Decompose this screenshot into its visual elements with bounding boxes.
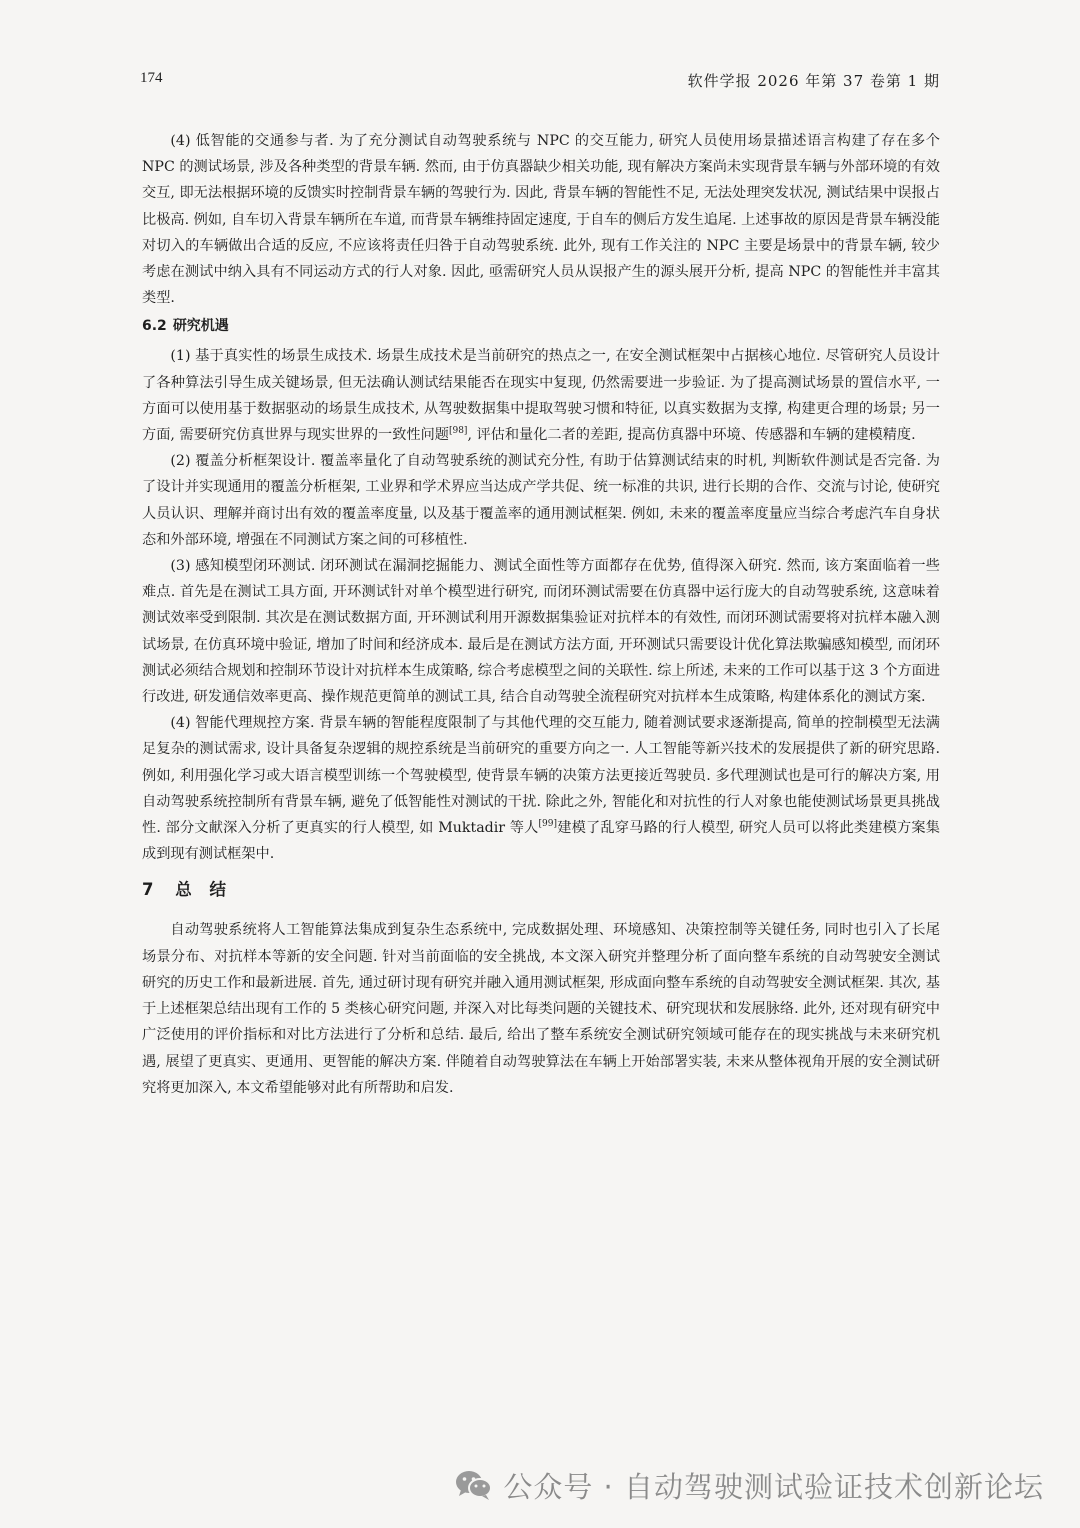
paragraph-coverage-analysis: (2) 覆盖分析框架设计. 覆盖率量化了自动驾驶系统的测试充分性, 有助于估算测试结束的时机, 判断软件测试是否完备. 为了设计并实现通用的覆盖分析框架, 工业界和学术界应当达成产学共促、统一标准的共识, 进行长期的合作、交流与讨论, 使研究人员认识、理解并商讨出有效的覆盖率度量, 以及基于覆盖率的通用测试框架. 例如, 未来的覆盖率度量应当综合考虑汽车自身状态和外部环境, 增强在不同测试方案之间的可移植性. [142,453,940,548]
paragraph-text: (4) 智能代理规控方案. 背景车辆的智能程度限制了与其他代理的交互能力, 随着测试要求逐渐提高, 简单的控制模型无法满足复杂的测试需求, 设计具备复杂逻辑的规控系统是当前研究的重要方向之一. 人工智能等新兴技术的发展提供了新的研究思路. 例如, 利用强化学习或大语言模型训练一个驾驶模型, 使背景车辆的决策方法更接近驾驶员. 多代理测试也是可行的解决方案, 用自动驾驶系统控制所有背景车辆, 避免了低智能性对测试的干扰. 除此之外, 智能化和对抗性的行人对象也能使测试场景更具挑战性. 部分文献深入分析了更真实的行人模型, 如 Muktadir 等人 [142,715,940,837]
citation-99: [99] [538,819,558,830]
section-heading-7 [142,875,940,905]
section-number: 7 [142,880,160,900]
section-heading-6-2 [142,313,940,339]
wechat-watermark [455,1462,1044,1508]
paragraph-text: 建模了乱穿马路的行人模型, 研究人员可以将此类建模方案集成到现有测试框架中. [142,820,940,863]
journal-title: 软件学报 2026 年第 37 卷第 1 期 [687,72,940,90]
section-number: 6.2 [142,318,167,335]
paragraph-text: (1) 基于真实性的场景生成技术. 场景生成技术是当前研究的热点之一, 在安全测试框架中占据核心地位. 尽管研究人员设计了各种算法引导生成关键场景, 但无法确认测试结果能否在现实中复现, 仍然需要进一步验证. 为了提高测试场景的置信水平, 一方面可以使用基于数据驱动的场景生成技术, 从驾驶数据集中提取驾驶习惯和特征, 以真实数据为支撑, 构建更合理的场景; 另一方面, 需要研究仿真世界与现实世界的一致性问题 [142,348,940,444]
section-title: 研究机遇 [172,318,229,335]
watermark-text: 公众号 · 自动驾驶测试验证技术创新论坛 [503,1469,1044,1504]
paragraph-conclusion: 自动驾驶系统将人工智能算法集成到复杂生态系统中, 完成数据处理、环境感知、决策控制等关键任务, 同时也引入了长尾场景分布、对抗样本等新的安全问题. 针对当前面临的安全挑战, 本文深入研究并整理分析了面向整车系统的自动驾驶安全测试研究的历史工作和最新进展. 首先, 通过研讨现有研究并融入通用测试框架, 形成面向整车系统的自动驾驶安全测试框架. 其次, 基于上述框架总结出现有工作的 5 类核心研究问题, 并深入对比每类问题的关键技术、研究现状和发展脉络. 此外, 还对现有研究中广泛使用的评价指标和对比方法进行了分析和总结. 最后, 给出了整车系统安全测试研究领域可能存在的现实挑战与未来研究机遇, 展望了更真实、更通用、更智能的解决方案. 伴随着自动驾驶算法在车辆上开始部署实装, 未来从整体视角开展的安全测试研究将更加深入, 本文希望能够对此有所帮助和启发. [142,922,940,1096]
paragraph-closed-loop-testing: (3) 感知模型闭环测试. 闭环测试在漏洞挖掘能力、测试全面性等方面都存在优势, 值得深入研究. 然而, 该方案面临着一些难点. 首先是在测试工具方面, 开环测试针对单个模型进行研究, 而闭环测试需要在仿真器中运行庞大的自动驾驶系统, 这意味着测试效率受到限制. 其次是在测试数据方面, 开环测试利用开源数据集验证对抗样本的有效性, 而闭环测试需要将对抗样本融入测试场景, 在仿真环境中验证, 增加了时间和经济成本. 最后是在测试方法方面, 开环测试只需要设计优化算法欺骗感知模型, 而闭环测试必须结合规划和控制环节设计对抗样本生成策略, 综合考虑模型之间的关联性. 综上所述, 未来的工作可以基于这 3 个方面进行改进, 研发通信效率更高、操作规范更简单的测试工具, 结合自动驾驶全流程研究对抗样本生成策略, 构建体系化的测试方案. [142,558,940,706]
paper-body [142,128,940,1101]
page-number: 174 [140,70,163,86]
paragraph-text: , 评估和量化二者的差距, 提高仿真器中环境、传感器和车辆的建模精度. [467,427,916,444]
paragraph-intelligent-agent-control [142,710,940,867]
paragraph-low-intelligence-npc: (4) 低智能的交通参与者. 为了充分测试自动驾驶系统与 NPC 的交互能力, 研究人员使用场景描述语言构建了存在多个 NPC 的测试场景, 涉及各种类型的背景车辆. 然而, 由于仿真器缺少相关功能, 现有解决方案尚未实现背景车辆与外部环境的有效交互, 即无法根据环境的反馈实时控制背景车辆的驾驶行为. 因此, 背景车辆的智能性不足, 无法处理突发状况, 测试结果中误报占比极高. 例如, 自车切入背景车辆所在车道, 而背景车辆维持固定速度, 于自车的侧后方发生追尾. 上述事故的原因是背景车辆没能对切入的车辆做出合适的反应, 不应该将责任归咎于自动驾驶系统. 此外, 现有工作关注的 NPC 主要是场景中的背景车辆, 较少考虑在测试中纳入具有不同运动方式的行人对象. 因此, 亟需研究人员从误报产生的源头展开分析, 提高 NPC 的智能性并丰富其类型. [142,133,940,307]
running-header [140,70,940,92]
wechat-icon [455,1469,493,1501]
section-title: 总 结 [175,880,232,900]
citation-98: [98] [448,426,468,437]
paragraph-realistic-scene-generation [142,343,940,448]
